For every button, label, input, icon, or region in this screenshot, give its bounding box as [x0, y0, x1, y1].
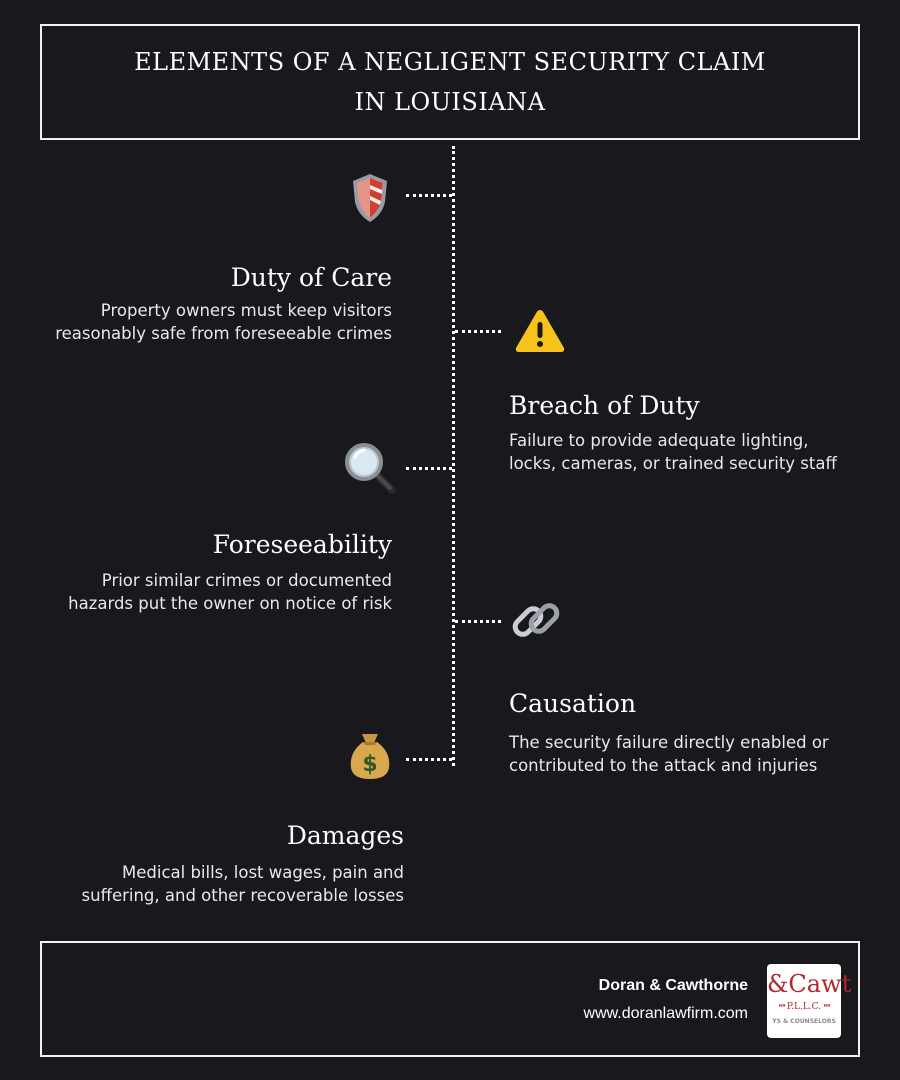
step-title-duty-of-care: Duty of Care — [230, 263, 392, 292]
magnifying-glass-icon — [342, 440, 398, 496]
step-title-foreseeability: Foreseeability — [212, 530, 392, 559]
step-desc-duty-of-care: Property owners must keep visitors reasonably safe from foreseeable crimes — [55, 301, 392, 343]
logo-text-top: &Cawt — [767, 970, 852, 998]
step-desc-damages: Medical bills, lost wages, pain and suffering, and other recoverable losses — [81, 863, 404, 905]
firm-logo — [767, 964, 852, 1038]
warning-icon — [512, 303, 568, 359]
page-title: ELEMENTS OF A NEGLIGENT SECURITY CLAIM IN LOUISIANA — [134, 48, 766, 116]
shield-icon — [342, 170, 398, 226]
footer-box — [40, 941, 860, 1057]
connector-causation — [455, 620, 501, 623]
step-desc-causation: The security failure directly enabled or contributed to the attack and injuries — [509, 733, 829, 775]
logo-text-bottom: YS & COUNSELORS — [772, 1018, 836, 1025]
connector-damages — [406, 758, 452, 761]
chain-link-icon — [508, 592, 564, 648]
connector-breach — [455, 330, 501, 333]
firm-name: Doran & Cawthorne — [598, 977, 748, 994]
timeline-line — [452, 146, 455, 766]
firm-website-link[interactable]: www.doranlawfirm.com — [583, 1005, 748, 1022]
step-title-breach-of-duty: Breach of Duty — [509, 391, 700, 420]
connector-duty — [406, 194, 452, 197]
header-box — [40, 24, 860, 140]
step-title-causation: Causation — [509, 689, 637, 718]
step-title-damages: Damages — [286, 821, 404, 850]
logo-text-middle: ⁌⁍ P.L.L.C. ⁌⁍ — [778, 1002, 830, 1012]
step-desc-foreseeability: Prior similar crimes or documented hazards put the owner on notice of risk — [68, 571, 392, 613]
step-desc-breach-of-duty: Failure to provide adequate lighting, locks, cameras, or trained security staff — [509, 431, 837, 473]
connector-foreseeability — [406, 467, 452, 470]
money-bag-icon — [342, 728, 398, 784]
svg-text:$: $ — [362, 752, 378, 777]
